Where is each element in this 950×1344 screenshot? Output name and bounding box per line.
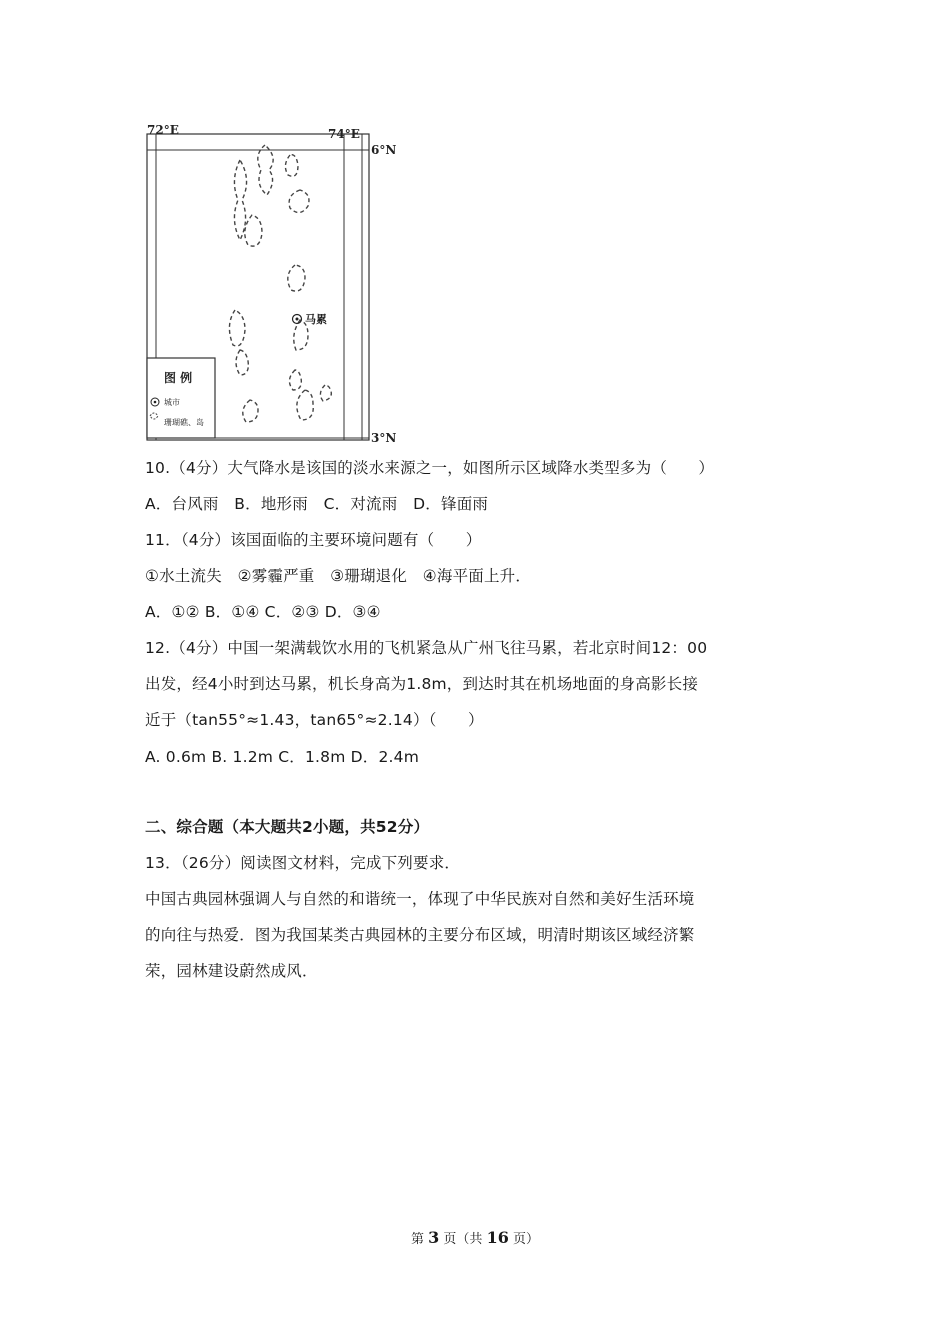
- q12-line1: 12.（4分）中国一架满载饮水用的飞机紧急从广州飞往马累，若北京时间12：00: [145, 639, 708, 657]
- legend-city-label: 城市: [164, 398, 180, 407]
- legend-reef-label: 珊瑚礁、岛: [164, 418, 204, 427]
- lat-6-label: 6°N: [371, 143, 397, 157]
- q11-items: ①水土流失 ②雾霾严重 ③珊瑚退化 ④海平面上升．: [145, 567, 532, 585]
- lat-3-label: 3°N: [371, 431, 397, 445]
- footer-page-number: 3: [428, 1228, 440, 1247]
- q12-options: A. 0.6m B. 1.2m C．1.8m D．2.4m: [145, 748, 420, 766]
- q10-options: A．台风雨 B．地形雨 C．对流雨 D．锋面雨: [145, 495, 489, 513]
- footer-prefix: 第: [410, 1232, 424, 1247]
- footer-middle: 页（共: [443, 1232, 483, 1247]
- page-footer: [0, 1228, 950, 1247]
- lon-74-label: 74°E: [328, 127, 360, 141]
- section2-heading: 二、综合题（本大题共2小题，共52分）: [145, 818, 430, 836]
- q13-para-line2: 的向往与热爱．图为我国某类古典园林的主要分布区域，明清时期该区域经济繁: [145, 926, 695, 944]
- q13-para-line3: 荣，园林建设蔚然成风．: [145, 962, 318, 980]
- q13-stem: 13．（26分）阅读图文材料，完成下列要求．: [145, 854, 461, 872]
- q10-stem: 10.（4分）大气降水是该国的淡水来源之一，如图所示区域降水类型多为（ ）: [145, 459, 715, 477]
- male-city-label: 马累: [305, 313, 327, 326]
- lon-72-label: 72°E: [147, 123, 179, 137]
- footer-total-pages: 16: [486, 1228, 509, 1247]
- maldives-map: [140, 120, 410, 450]
- legend-title: 图 例: [164, 371, 193, 385]
- q11-options: A．①② B．①④ C．②③ D．③④: [145, 603, 381, 621]
- q13-para-line1: 中国古典园林强调人与自然的和谐统一，体现了中华民族对自然和美好生活环境: [145, 890, 695, 908]
- reef-atolls: [229, 145, 331, 422]
- q11-stem: 11．（4分）该国面临的主要环境问题有（ ）: [145, 531, 482, 549]
- footer-suffix: 页）: [512, 1232, 539, 1247]
- q12-line2: 出发，经4小时到达马累，机长身高为1.8m，到达时其在机场地面的身高影长接: [145, 675, 699, 693]
- q12-line3: 近于（tan55°≈1.43，tan65°≈2.14）（ ）: [145, 711, 484, 729]
